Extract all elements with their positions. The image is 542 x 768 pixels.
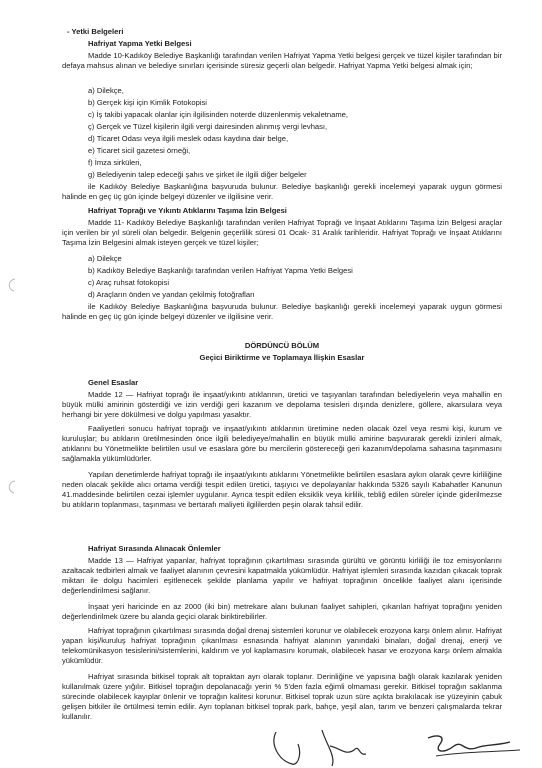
list-item-s1-a: a) Dilekçe, xyxy=(88,86,124,95)
article-13-paragraph-3: Hafriyat toprağının çıkartılması sırasında doğal drenaj sistemleri korunur ve olabilecek erozyona karşı önlem alınır. Hafriyat yapan kişi/kuruluş hafriyat toprağının çıkarılması esnasında hafriyat alanının yanındaki binaları, doğal drenaj, enerji ve telekomünikasyon tesislerini/sistemlerini, kaldırım ve yol kaplamasını korumak, olabilecek hasar ve erozyona karşı önlem almakla yükümlüdür. xyxy=(62,626,502,665)
list-item-s2-c: c) Araç ruhsat fotokopisi xyxy=(88,278,170,287)
article-12-paragraph-3: Yapılan denetimlerde hafriyat toprağı ile inşaat/yıkıntı atıklarını Yönetmelikte belirtilen esaslara aykırı olarak çevre kirliliğine neden olacak şekilde alıcı ortama verdiği tespit edilen üretici, taşıyıcı ve depolayanlar hakkında 5326 sayılı Kabahatler Kanunun 41.maddesinde belirtilen cezai işlemler uygulanır. Ayrıca tespit edilen eksiklik veya kirlilik, tebliğ edilen süreler içinde giderilmezse bu atıkların toplanması, taşınması ve bertarafı maliyeti ilgililerden peşin olarak tahsil edilir. xyxy=(62,470,502,509)
list-item-s1-e: e) Ticaret sicil gazetesi örneği, xyxy=(88,146,191,155)
article-13-paragraph-1: Madde 13 — Hafriyat yapanlar, hafriyat toprağının çıkartılması sırasında gürültü ve görüntü kirliliği ile toz emisyonlarını azaltacak tedbirleri almak ve faaliyet alanının çevresini kapatmakla yükümlüdür. Hafriyat işlemleri sırasında kazıdan çıkacak toprak miktarı ile dolgu hacimleri eşitlenecek şekilde planlama yapılır ve hafriyat toprağının öncelikle faaliyet alanı içerisinde değerlendirilmesi sağlanır. xyxy=(62,556,502,595)
subtitle-hafriyat-yapma: Hafriyat Yapma Yetki Belgesi xyxy=(88,39,192,48)
list-item-s1-f: f) İmza sirküleri, xyxy=(88,158,142,167)
list-item-s2-b: b) Kadıköy Belediye Başkanlığı tarafından verilen Hafriyat Yapma Yetki Belgesi xyxy=(88,266,353,275)
article-12-paragraph-2: Faaliyetleri sonucu hafriyat toprağı ve inşaat/yıkıntı atıklarının üretimine neden olacak özel veya resmi kişi, kurum ve kuruluşlar; bu atıkların üretilmesinden önce ilgili belediyeye/mahallin en büyük mülki amirine başvurarak gerekli izinleri almak, atıklarını bu Yönetmelikte belirtilen usul ve esaslara göre bu mercilerin göstereceği geri kazanım/depolama sahasına taşınmasını sağlamakla yükümlüdürler. xyxy=(62,424,502,463)
section-title-text: Yetki Belgeleri xyxy=(71,27,124,36)
list-item-s1-cc: ç) Gerçek ve Tüzel kişilerin ilgili vergi dairesinden alınmış vergi levhası, xyxy=(88,122,328,131)
section-title-hafriyat-onlemler: Hafriyat Sırasında Alınacak Önlemler xyxy=(88,544,221,553)
header-bullet: - xyxy=(67,27,70,36)
article-12-paragraph-1: Madde 12 — Hafriyat toprağı ile inşaat/yıkıntı atıklarının, üretici ve taşıyanları tarafından belediyelerin veya mahallin en büyük mülki amirinin gösterdiği ve izin verdiği geri kazanım ve depolama tesisleri dışında denizlere, göllere, akarsulara veya herhangi bir yere dökülmesi ve dolgu yapılması yasaktır. xyxy=(62,390,502,419)
handwritten-signatures xyxy=(240,726,540,768)
article-10-paragraph: Madde 10-Kadıköy Belediye Başkanlığı tarafından verilen Hafriyat Yapma Yetki belgesi gerçek ve tüzel kişiler tarafından bir defaya mahsus alınan ve belediye sınırları içerisinde süresiz geçerli olan belgedir. Hafriyat Yapma Yetki belgesi almak için; xyxy=(62,51,502,70)
article-10-closing: ile Kadıköy Belediye Başkanlığına başvuruda bulunur. Belediye başkanlığı gerekli incelemeyi yaparak uygun görmesi halinde en geç üç gün içinde belgeyi düzenler ve ilgilisine verir. xyxy=(62,182,502,201)
binder-hole-bottom xyxy=(6,480,18,494)
list-item-s2-d: d) Araçların önden ve yandan çekilmiş fotoğrafları xyxy=(88,290,255,299)
article-11-paragraph: Madde 11- Kadıköy Belediye Başkanlığı tarafından verilen Hafriyat Toprağı ve İnşaat Atıklarını Taşıma İzin Belgesi araçlar için verilen bir yıl süreli olan belgedir. Belgenin geçerlilik süresi 01 Ocak- 31 Aralık tarihleridir. Hafriyat Toprağı ve İnşaat Atıklarını Taşıma İzin Belgesini almak isteyen gerçek ve tüzel kişiler; xyxy=(62,218,502,247)
article-13-paragraph-2: İnşaat yeri haricinde en az 2000 (iki bin) metrekare alanı bulunan faaliyet sahipleri, çıkarılan hafriyat toprağını yeniden değerlendirilmek üzere bu alanda geçici olarak biriktirebilirler. xyxy=(62,602,502,621)
list-item-s1-g: g) Belediyenin talep edeceği şahıs ve şirket ile ilgili diğer belgeler xyxy=(88,170,307,179)
article-11-closing: ile Kadıköy Belediye Başkanlığına başvuruda bulunur. Belediye başkanlığı gerekli incelemeyi yaparak uygun görmesi halinde en geç üç gün içinde belgeyi düzenler ve ilgilisine verir. xyxy=(62,302,502,321)
list-item-s1-b: b) Gerçek kişi için Kimlik Fotokopisi xyxy=(88,98,207,107)
chapter-subtitle: Geçici Biriktirme ve Toplamaya İlişkin Esaslar xyxy=(199,353,365,362)
section-title-genel-esaslar: Genel Esaslar xyxy=(88,378,139,387)
chapter-title: DÖRDÜNCÜ BÖLÜM xyxy=(244,341,320,350)
signature-1 xyxy=(274,732,300,764)
list-item-s1-c: c) İş takibi yapacak olanlar için ilgilisinden noterde düzenlenmiş vekaletname, xyxy=(88,110,349,119)
subtitle-tasima-izin: Hafriyat Toprağı ve Yıkıntı Atıklarını Taşıma İzin Belgesi xyxy=(88,206,287,215)
list-item-s2-a: a) Dilekçe xyxy=(88,254,122,263)
article-13-paragraph-4: Hafriyat sırasında bitkisel toprak alt topraktan ayrı olarak toplanır. Derinliğine ve yapısına bağlı olarak kazılarak yeniden kullanılmak üzere yığılır. Bitkisel toprağın depolanacağı yerin % 5'den fazla eğimli olmaması gerekir. Bitkisel toprağın saklanma sürecinde olabilecek kayıplar önlenir ve toprağın kalitesi korunur. Bitkisel toprak uzun süre açıkta bırakılacak ise yüzeyinin çabuk gelişen bitkiler ile örtülmesi temin edilir. Ayrı toplanan bitkisel toprak park, bahçe, yeşil alan, tarım ve benzeri çalışmalarda tekrar kullanılır. xyxy=(62,672,502,721)
binder-hole-top xyxy=(6,278,18,292)
signature-2 xyxy=(322,730,366,766)
section-title-yetki-belgeleri xyxy=(67,27,507,37)
signature-3 xyxy=(428,736,510,751)
list-item-s1-d: d) Ticaret Odası veya ilgili meslek odası kaydına dair belge, xyxy=(88,134,289,143)
